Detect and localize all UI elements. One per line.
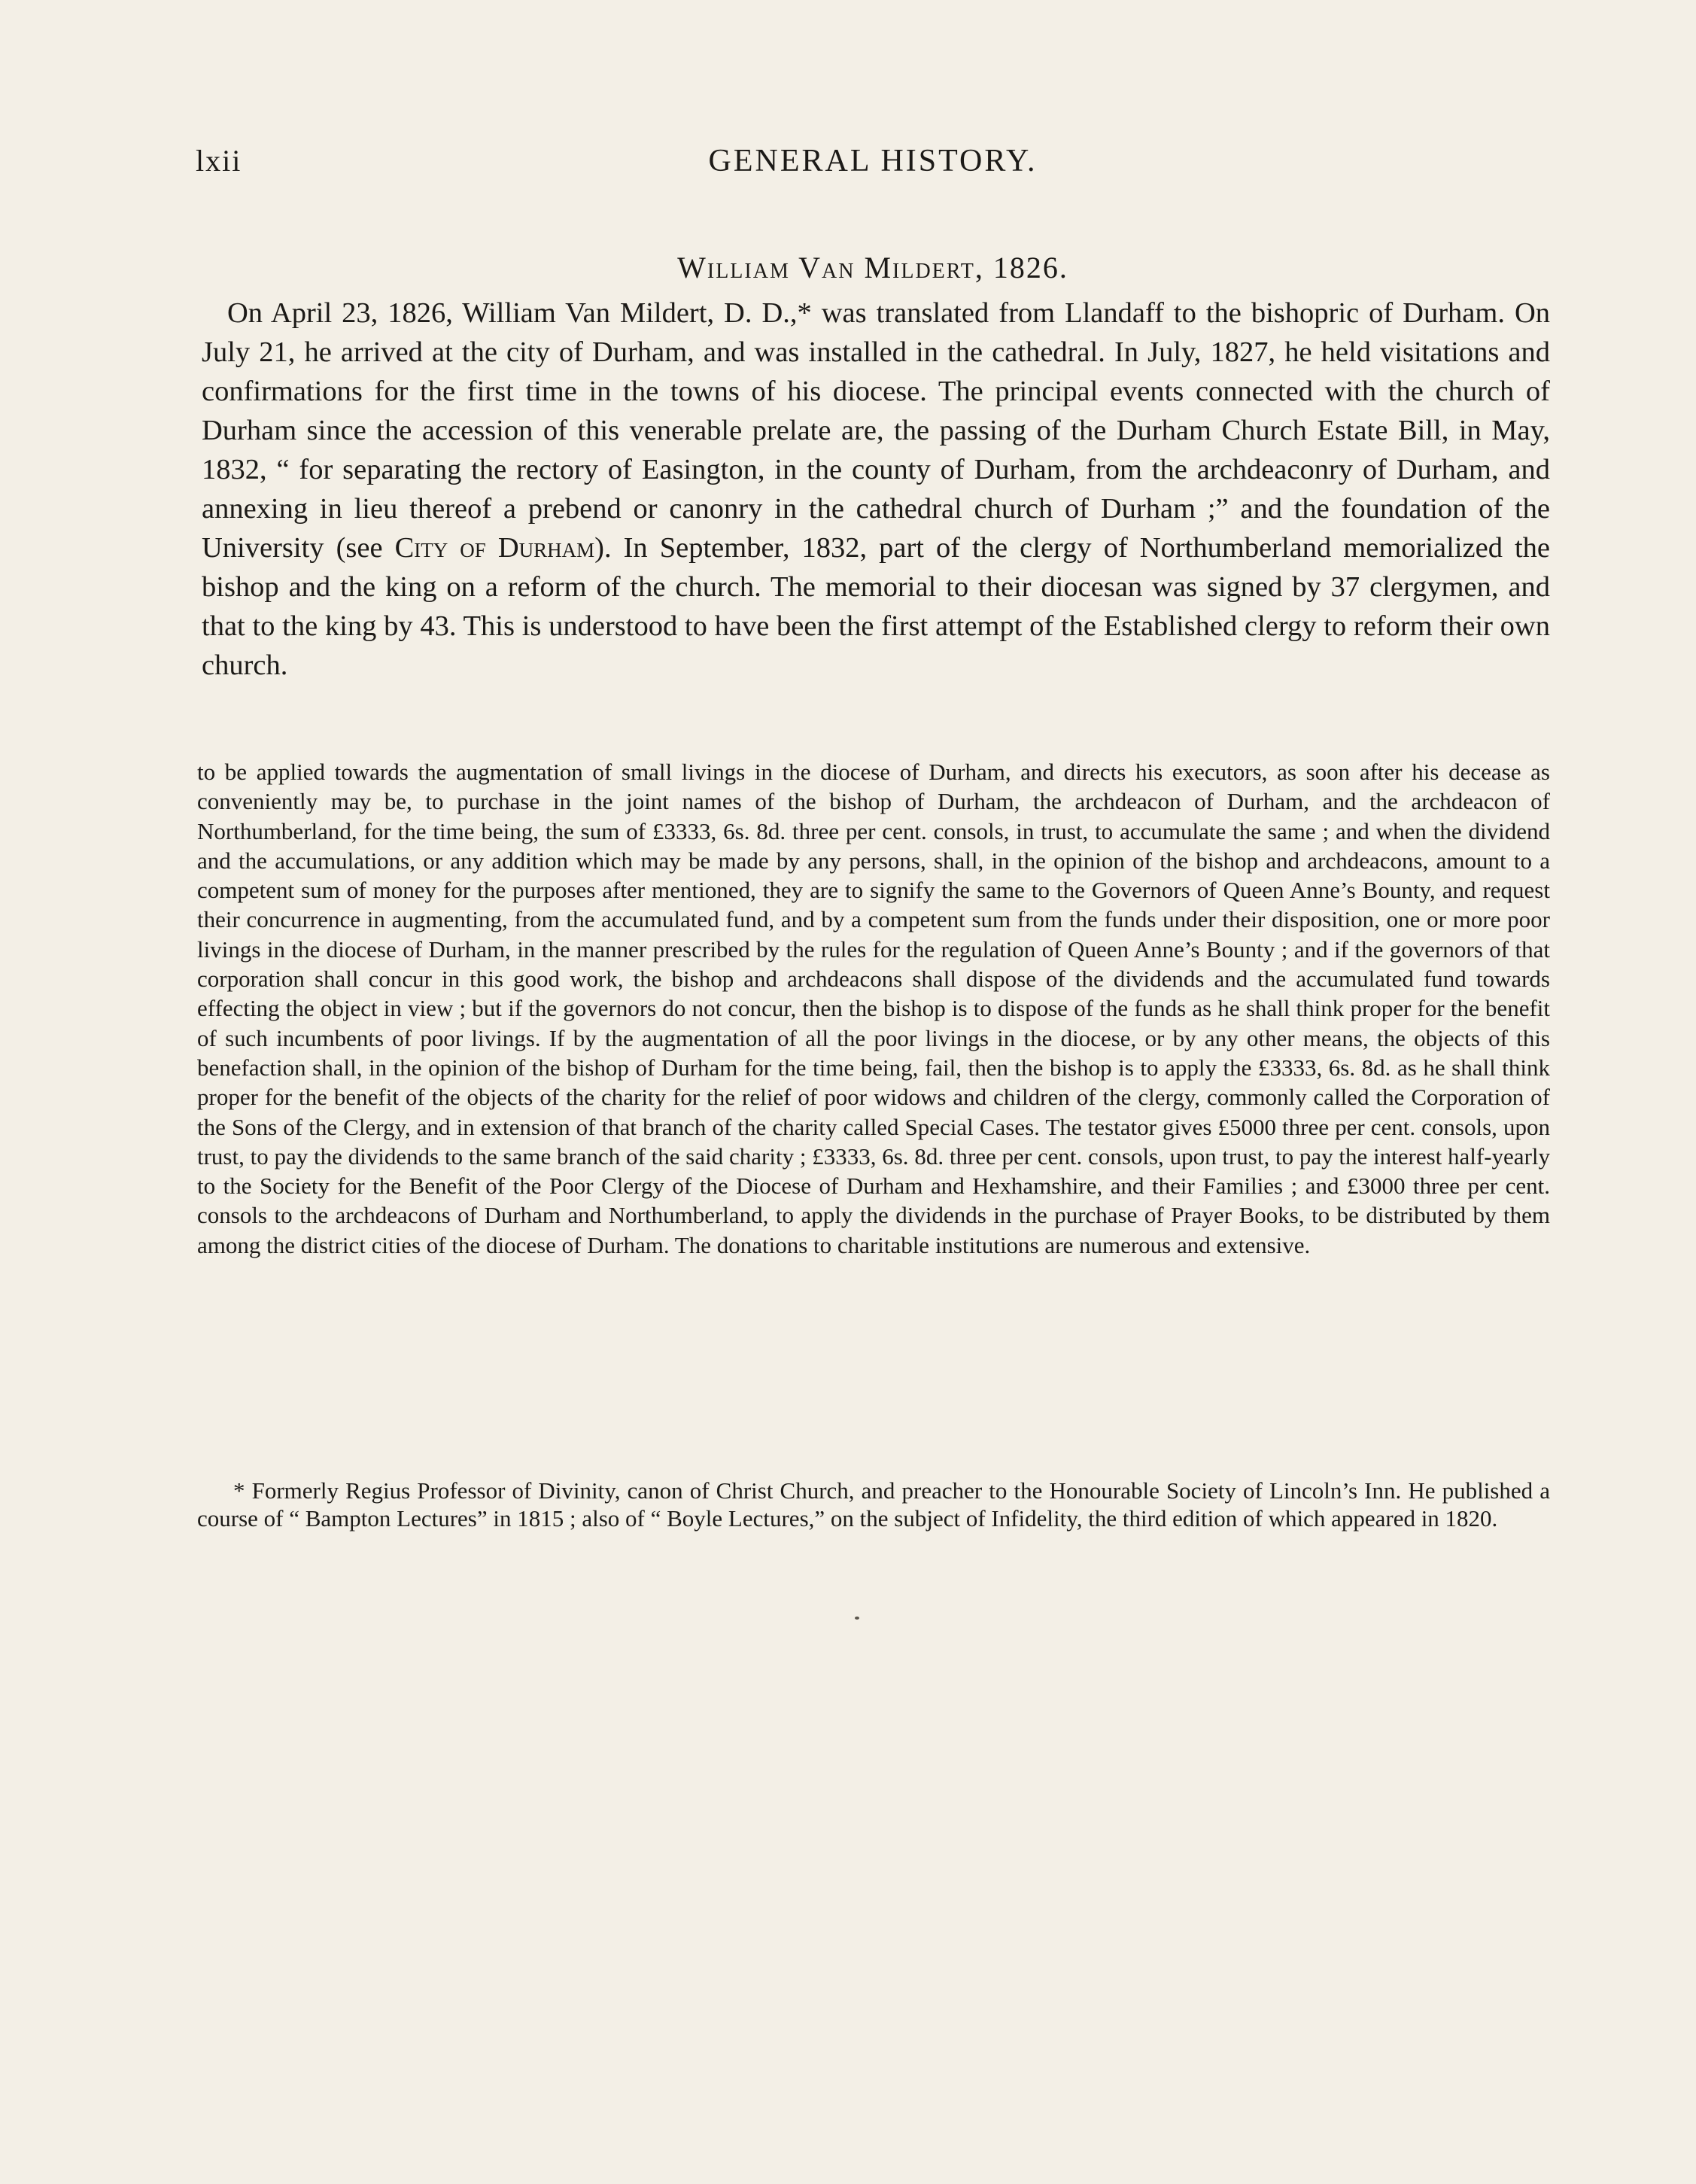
footnote: * Formerly Regius Professor of Divinity, canon of Christ Church, and preacher to the Honourable Society of Lincoln’s Inn. He published a course of “ Bampton Lectures” in 1815 ; also of “ Boyle Lectures,” on the subject of Infidelity, the third edition of which appeared in 1820. [197, 1477, 1550, 1532]
ink-speck [855, 1617, 859, 1620]
main-text-part-2: ). In September, 1832, part of the clergy of Northumberland memorialized the bishop and the king on a reform of the church. The memorial to their diocesan was signed by 37 clergymen, and that to the king by 43. This is understood to have been the first attempt of the Established clergy to reform their own church. [202, 532, 1551, 681]
main-text-part-1: On April 23, 1826, William Van Mildert, D. D.,* was translated from Llandaff to the bishopric of Durham. On July 21, he arrived at the city of Durham, and was installed in the cathedral. In July, 1827, he held visitations and confirmations for the first time in the towns of his diocese. The principal events connected with the church of Durham since the accession of this venerable prelate are, the passing of the Durham Church Estate Bill, in May, 1832, “ for separating the rectory of Easington, in the county of Durham, from the archdeaconry of Durham, and annexing in lieu thereof a prebend or canonry in the cathedral church of Durham ;” and the foundation of the University (see [202, 297, 1550, 564]
cross-reference: City of Durham [394, 532, 595, 564]
continued-note: to be applied towards the augmentation of small livings in the diocese of Durham, and directs his executors, as soon after his decease as conveniently may be, to purchase in the joint names of the bishop of Durham, the archdeacon of Durham, and the archdeacon of Northumberland, for the time being, the sum of £3333, 6s. 8d. three per cent. consols, in trust, to accumulate the same ; and when the dividend and the accumulations, or any addition which may be made by any persons, shall, in the opinion of the bishop and archdeacons, amount to a competent sum of money for the purposes after mentioned, they are to signify the same to the Governors of Queen Anne’s Bounty, and request their concurrence in augmenting, from the accumulated fund, and by a competent sum from the funds under their disposition, one or more poor livings in the diocese of Durham, in the manner prescribed by the rules for the regulation of Queen Anne’s Bounty ; and if the governors of that corporation shall concur in this good work, the bishop and archdeacons shall dispose of the dividends and the accumulated fund towards effecting the object in view ; but if the governors do not concur, then the bishop is to dispose of the funds as he shall think proper for the benefit of such incumbents of poor livings. If by the augmentation of all the poor livings in the diocese, or by any other means, the objects of this benefaction shall, in the opinion of the bishop of Durham for the time being, fail, then the bishop is to apply the £3333, 6s. 8d. as he shall think proper for the benefit of the objects of the charity for the relief of poor widows and children of the clergy, commonly called the Corporation of the Sons of the Clergy, and in extension of that branch of the charity called Special Cases. The testator gives £5000 three per cent. consols, upon trust, to pay the dividends to the same branch of the said charity ; £3333, 6s. 8d. three per cent. consols, upon trust, to pay the interest half-yearly to the Society for the Benefit of the Poor Clergy of the Diocese of Durham and Hexhamshire, and their Families ; and £3000 three per cent. consols to the archdeacons of Durham and Northumberland, to apply the dividends in the purchase of Prayer Books, to be distributed by them among the district cities of the diocese of Durham. The donations to charitable institutions are numerous and extensive. [197, 759, 1550, 1258]
running-head [196, 143, 1550, 188]
section-heading: William Van Mildert, 1826. [677, 251, 1068, 284]
page-number: lxii [196, 144, 242, 178]
main-paragraph [202, 294, 1550, 685]
running-title: GENERAL HISTORY. [708, 144, 1038, 178]
